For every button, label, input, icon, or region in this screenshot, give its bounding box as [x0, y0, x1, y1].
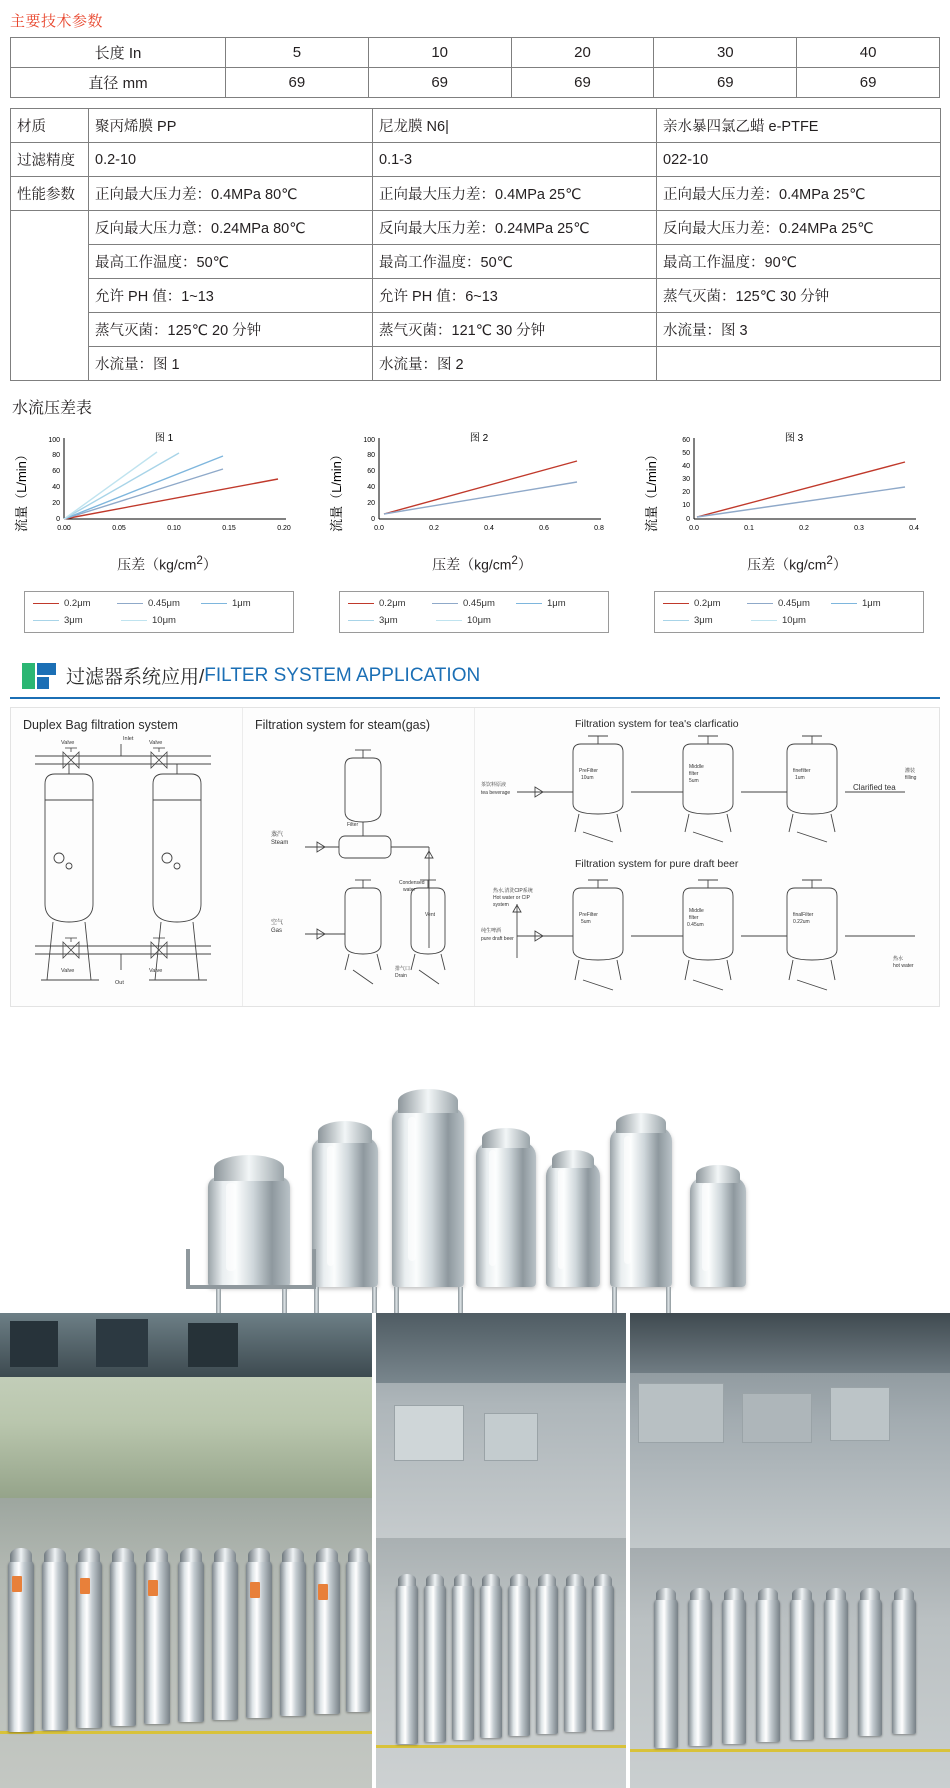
- svg-text:0.3: 0.3: [854, 525, 864, 532]
- factory-photo-2: [376, 1313, 626, 1788]
- diagram-label: 热水,清洗CIP系统: [493, 887, 533, 894]
- size-cell: 10: [368, 38, 511, 68]
- svg-text:30: 30: [682, 476, 690, 483]
- diagram-label: Clarified tea: [853, 782, 896, 792]
- legend-label: 1μm: [862, 597, 881, 609]
- diagram-label: Valve: [149, 739, 163, 746]
- diagram-label: 0.45um: [687, 921, 704, 928]
- legend-swatch: [747, 603, 773, 604]
- svg-text:40: 40: [682, 463, 690, 470]
- performance-label-spacer: [11, 347, 89, 381]
- performance-value: 水流量：图 3: [657, 313, 941, 347]
- precision-value: 0.1-3: [373, 143, 657, 177]
- diagram-label: filter: [689, 914, 699, 921]
- material-value: 亲水暴四氯乙蜡 e-PTFE: [657, 109, 941, 143]
- svg-text:0: 0: [56, 516, 60, 523]
- product-vessel: [312, 1137, 378, 1287]
- svg-text:0.0: 0.0: [374, 525, 384, 532]
- diagram-label: 10um: [581, 774, 594, 781]
- performance-value: 正向最大压力差：0.4MPa 80℃: [89, 177, 373, 211]
- performance-label: 性能参数: [11, 177, 89, 211]
- table-row: [11, 38, 940, 68]
- diagram-label: finalFilter: [793, 911, 814, 918]
- performance-value: 蒸气灭菌：125℃ 30 分钟: [657, 279, 941, 313]
- product-vessel: [476, 1142, 536, 1287]
- filter-unit: [508, 1584, 530, 1736]
- legend-label: 1μm: [547, 597, 566, 609]
- svg-text:0: 0: [686, 516, 690, 523]
- svg-text:0.15: 0.15: [222, 525, 236, 532]
- product-vessel: [546, 1162, 600, 1287]
- svg-text:60: 60: [52, 468, 60, 475]
- size-cell: 69: [511, 68, 654, 98]
- legend-label: 3μm: [694, 614, 713, 626]
- legend-label: 10μm: [782, 614, 806, 626]
- filter-unit: [346, 1560, 370, 1712]
- diagram-label: 0.22um: [793, 918, 810, 925]
- precision-label: 过滤精度: [11, 143, 89, 177]
- diagram-label: PreFilter: [579, 767, 598, 774]
- legend-label: 10μm: [152, 614, 176, 626]
- performance-value: 最高工作温度：90℃: [657, 245, 941, 279]
- size-cell: 69: [654, 68, 797, 98]
- performance-value: 反向最大压力差：0.24MPa 25℃: [373, 211, 657, 245]
- legend-label: 0.45μm: [463, 597, 495, 609]
- diagram-label: 纯生啤酒: [481, 927, 502, 934]
- diagram-label: filling: [905, 774, 917, 781]
- svg-text:0.4: 0.4: [484, 525, 494, 532]
- svg-text:0.0: 0.0: [689, 525, 699, 532]
- performance-value: 最高工作温度：50℃: [373, 245, 657, 279]
- size-cell: 69: [368, 68, 511, 98]
- filter-unit: [314, 1560, 340, 1714]
- filter-unit: [396, 1584, 418, 1744]
- diagram-label: 1um: [795, 774, 805, 781]
- legend-label: 0.2μm: [694, 597, 721, 609]
- filter-unit: [452, 1584, 474, 1740]
- svg-text:0.4: 0.4: [909, 525, 919, 532]
- table-row: [11, 211, 941, 245]
- product-vessel-lid: [318, 1121, 372, 1143]
- legend-swatch: [121, 620, 147, 621]
- performance-value: [657, 347, 941, 381]
- svg-text:0.8: 0.8: [594, 525, 604, 532]
- svg-text:0.2: 0.2: [799, 525, 809, 532]
- legend-swatch: [33, 620, 59, 621]
- filter-unit: [722, 1598, 746, 1744]
- diagram-label: 排气口: [395, 965, 411, 972]
- chart-3-title: 图 3: [784, 433, 804, 444]
- filter-unit: [892, 1598, 916, 1734]
- diagram-caption: Filtration system for steam(gas): [255, 717, 431, 732]
- svg-text:20: 20: [52, 500, 60, 507]
- size-cell: 5: [226, 38, 369, 68]
- filter-unit: [480, 1584, 502, 1738]
- legend-label: 0.2μm: [64, 597, 91, 609]
- diagram-steam-gas: [243, 708, 475, 1006]
- diagram-label: Condensed: [399, 879, 425, 886]
- factory-photo-1: [0, 1313, 372, 1788]
- chart-2: [329, 424, 621, 544]
- performance-value: 反向最大压力意：0.24MPa 80℃: [89, 211, 373, 245]
- chart-3: [644, 424, 936, 544]
- performance-label-spacer: [11, 279, 89, 313]
- performance-label-spacer: [11, 313, 89, 347]
- table-row: [11, 109, 941, 143]
- material-value: 尼龙膜 N6|: [373, 109, 657, 143]
- charts-section-title: 水流压差表: [12, 400, 93, 417]
- steam-gas-lineart: [243, 708, 475, 1007]
- chart-2-ylabel: 流量（L/min）: [329, 448, 344, 532]
- table-row: [11, 347, 941, 381]
- diagram-label: 空气: [271, 919, 284, 926]
- svg-text:100: 100: [363, 437, 375, 444]
- legend-label: 10μm: [467, 614, 491, 626]
- filter-unit: [564, 1584, 586, 1732]
- legend-swatch: [436, 620, 462, 621]
- legend-swatch: [831, 603, 857, 604]
- application-diagram-panel: [10, 707, 940, 1007]
- table-row: [11, 177, 941, 211]
- diagram-label: tea beverage: [481, 789, 511, 796]
- diagram-label: Filter: [347, 821, 359, 828]
- performance-value: 蒸气灭菌：125℃ 20 分钟: [89, 313, 373, 347]
- legend-swatch: [348, 603, 374, 604]
- filter-unit: [424, 1584, 446, 1742]
- size-cell: 30: [654, 38, 797, 68]
- product-vessel-lid: [696, 1165, 740, 1183]
- table-row: [11, 143, 941, 177]
- performance-label-spacer: [11, 245, 89, 279]
- size-cell: 20: [511, 38, 654, 68]
- diagram-duplex-bag: [11, 708, 243, 1006]
- filter-unit: [592, 1584, 614, 1730]
- diagram-label: Gas: [271, 927, 283, 934]
- svg-text:0: 0: [371, 516, 375, 523]
- legend-label: 0.45μm: [148, 597, 180, 609]
- diagram-label: 茶饮料原液: [481, 781, 507, 788]
- chart-2-xlabel: 压差$(kg/cm^2)$: [432, 554, 532, 573]
- chart-1-legend: [24, 591, 294, 633]
- charts-row: [0, 420, 950, 633]
- legend-label: 0.2μm: [379, 597, 406, 609]
- legend-label: 3μm: [379, 614, 398, 626]
- performance-value: 正向最大压力差：0.4MPa 25℃: [657, 177, 941, 211]
- performance-label-spacer: [11, 211, 89, 245]
- legend-swatch: [432, 603, 458, 604]
- filter-unit: [790, 1598, 814, 1740]
- filter-unit: [536, 1584, 558, 1734]
- diagram-label: PreFilter: [579, 911, 598, 918]
- svg-text:0.20: 0.20: [277, 525, 291, 532]
- size-cell: 69: [226, 68, 369, 98]
- application-section-header: [10, 647, 940, 699]
- diagram-label: 热水: [893, 955, 904, 962]
- legend-label: 3μm: [64, 614, 83, 626]
- diagram-label: water: [403, 886, 416, 893]
- chart-1: [14, 424, 306, 544]
- diagram-label: 蒸汽: [271, 831, 284, 838]
- chart-1-title: 图 1: [154, 433, 174, 444]
- spec-section-title: 主要技术参数: [10, 13, 104, 30]
- svg-text:0.2: 0.2: [429, 525, 439, 532]
- legend-swatch: [516, 603, 542, 604]
- svg-text:80: 80: [52, 452, 60, 459]
- svg-text:50: 50: [682, 450, 690, 457]
- table-row: [11, 68, 940, 98]
- filter-unit: [280, 1560, 306, 1716]
- filter-unit: [110, 1560, 136, 1726]
- performance-value: 水流量：图 2: [373, 347, 657, 381]
- size-table: [10, 37, 940, 98]
- performance-value: 允许 PH 值：6~13: [373, 279, 657, 313]
- size-row-label: 直径 mm: [11, 68, 226, 98]
- product-vessel-lid: [552, 1150, 594, 1168]
- diagram-label: Valve: [149, 967, 163, 974]
- product-vessel: [392, 1107, 464, 1287]
- legend-label: 0.45μm: [778, 597, 810, 609]
- size-row-label: 长度 In: [11, 38, 226, 68]
- chart-1-xlabel: 压差$(kg/cm^2)$: [117, 554, 217, 573]
- performance-value: 蒸气灭菌：121℃ 30 分钟: [373, 313, 657, 347]
- performance-value: 正向最大压力差：0.4MPa 25℃: [373, 177, 657, 211]
- svg-text:0.10: 0.10: [167, 525, 181, 532]
- svg-text:0.1: 0.1: [744, 525, 754, 532]
- svg-text:40: 40: [52, 484, 60, 491]
- material-value: 聚丙烯膜 PP: [89, 109, 373, 143]
- diagram-label: hot water: [893, 962, 914, 969]
- svg-text:0.6: 0.6: [539, 525, 549, 532]
- chart-block-3: [644, 424, 936, 633]
- diagram-label: Out: [115, 979, 124, 986]
- table-row: [11, 279, 941, 313]
- legend-label: 1μm: [232, 597, 251, 609]
- filter-unit: [212, 1560, 238, 1720]
- legend-swatch: [751, 620, 777, 621]
- chart-3-legend: [654, 591, 924, 633]
- svg-text:60: 60: [682, 437, 690, 444]
- performance-value: 反向最大压力差：0.24MPa 25℃: [657, 211, 941, 245]
- product-vessel-lid: [398, 1089, 458, 1113]
- diagram-label: Valve: [61, 967, 75, 974]
- product-vessel-lid: [616, 1113, 666, 1133]
- svg-text:40: 40: [367, 484, 375, 491]
- size-cell: 69: [797, 68, 940, 98]
- factory-photo-row: [0, 1313, 950, 1788]
- svg-text:100: 100: [48, 437, 60, 444]
- factory-photo-3: [630, 1313, 950, 1788]
- chart-2-legend: [339, 591, 609, 633]
- filter-unit: [824, 1598, 848, 1738]
- chart-block-1: [14, 424, 306, 633]
- svg-text:0.05: 0.05: [112, 525, 126, 532]
- legend-swatch: [663, 620, 689, 621]
- performance-value: 最高工作温度：50℃: [89, 245, 373, 279]
- size-cell: 40: [797, 38, 940, 68]
- diagram-label: system: [493, 901, 509, 908]
- product-vessel: [690, 1177, 746, 1287]
- filter-unit: [654, 1598, 678, 1748]
- application-title-cn: 过滤器系统应用/: [66, 667, 205, 689]
- diagram-caption: Duplex Bag filtration system: [23, 717, 178, 732]
- detail-spec-table: [10, 108, 941, 381]
- precision-value: 022-10: [657, 143, 941, 177]
- precision-value: 0.2-10: [89, 143, 373, 177]
- diagram-tea-beer: [475, 708, 939, 1006]
- legend-swatch: [33, 603, 59, 604]
- diagram-label: 灌装: [905, 767, 916, 774]
- table-row: [11, 313, 941, 347]
- diagram-label: 5um: [689, 777, 699, 784]
- diagram-label: Steam: [271, 839, 289, 846]
- filter-unit: [756, 1598, 780, 1742]
- diagram-label: Valve: [61, 739, 75, 746]
- svg-text:80: 80: [367, 452, 375, 459]
- application-title-en: FILTER SYSTEM APPLICATION: [204, 664, 481, 686]
- diagram-label: Hot water or CIP: [493, 894, 530, 901]
- performance-value: 允许 PH 值：1~13: [89, 279, 373, 313]
- chart-1-ylabel: 流量（L/min）: [14, 448, 29, 532]
- diagram-caption: Filtration system for tea's clarficatio: [575, 717, 739, 730]
- chart-3-ylabel: 流量（L/min）: [644, 448, 659, 532]
- material-label: 材质: [11, 109, 89, 143]
- chart-2-title: 图 2: [469, 433, 489, 444]
- table-row: [11, 245, 941, 279]
- filter-unit: [688, 1598, 712, 1746]
- diagram-label: 5um: [581, 918, 591, 925]
- filter-unit: [42, 1560, 68, 1730]
- product-vessel-lid: [482, 1128, 530, 1148]
- product-vessel-lid: [214, 1155, 284, 1181]
- diagram-label: Middle: [689, 907, 704, 914]
- filter-unit: [858, 1598, 882, 1736]
- duplex-bag-lineart: [11, 708, 243, 1007]
- legend-swatch: [663, 603, 689, 604]
- product-group-photo: [0, 1013, 950, 1313]
- product-vessel: [610, 1127, 672, 1287]
- product-vessel: [208, 1177, 290, 1287]
- company-logo-icon: [22, 661, 56, 691]
- legend-swatch: [201, 603, 227, 604]
- diagram-caption: Filtration system for pure draft beer: [575, 857, 739, 870]
- legend-swatch: [117, 603, 143, 604]
- diagram-label: Vent: [425, 911, 436, 918]
- chart-block-2: [329, 424, 621, 633]
- diagram-label: Middle: [689, 763, 704, 770]
- diagram-label: pure draft beer: [481, 935, 514, 942]
- diagram-label: filter: [689, 770, 699, 777]
- svg-text:0.00: 0.00: [57, 525, 71, 532]
- svg-text:20: 20: [682, 489, 690, 496]
- legend-swatch: [348, 620, 374, 621]
- svg-text:10: 10: [682, 502, 690, 509]
- svg-text:60: 60: [367, 468, 375, 475]
- diagram-label: Inlet: [123, 735, 134, 742]
- diagram-label: Drain: [395, 972, 407, 979]
- performance-value: 水流量：图 1: [89, 347, 373, 381]
- diagram-label: finefilter: [793, 767, 811, 774]
- svg-text:20: 20: [367, 500, 375, 507]
- filter-unit: [178, 1560, 204, 1722]
- chart-3-xlabel: 压差$(kg/cm^2)$: [747, 554, 847, 573]
